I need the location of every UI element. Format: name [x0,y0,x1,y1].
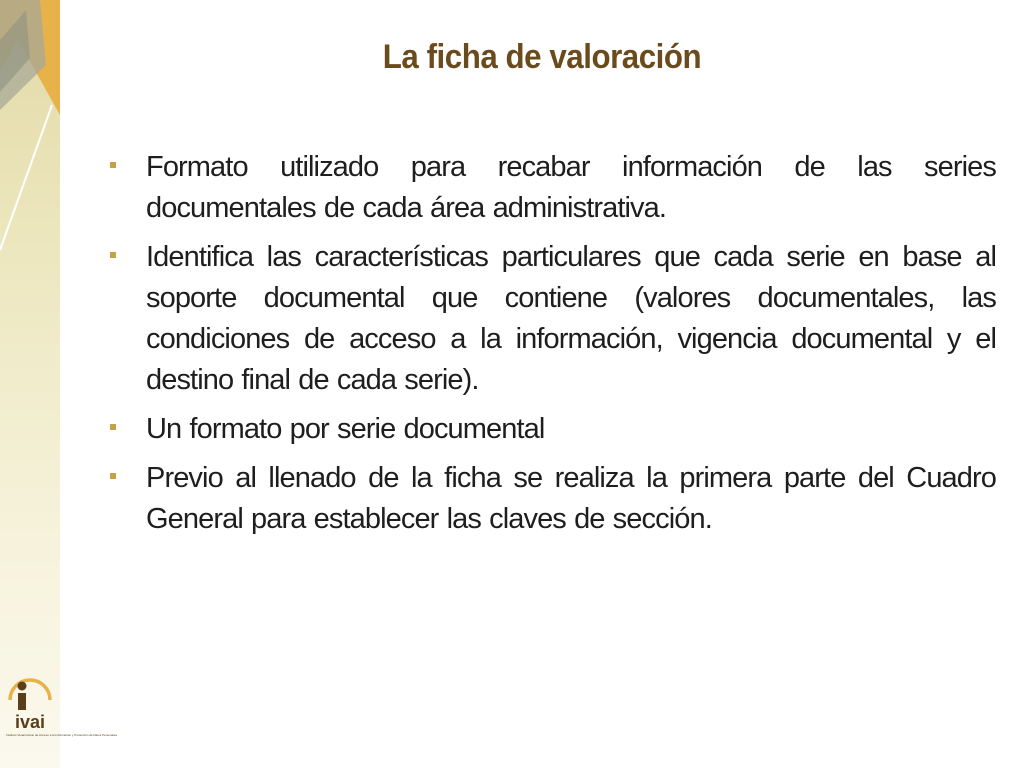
logo-wordmark: ivai [14,712,46,732]
logo-tagline: Instituto Veracruzano de Acceso a la Información y Protección de Datos Personales [6,733,118,737]
square-bullet-icon [110,252,116,258]
bullet-item [104,409,996,450]
logo-stem [18,693,26,710]
bullet-item [104,147,996,229]
white-diagonal-line [0,105,52,250]
square-bullet-icon [110,424,116,430]
bullet-text: Identifica las características particulares que cada serie en base al soporte documental que contiene (valores documentales, las condiciones de acceso a la información, vigencia documental y el destino final de cada serie). [146,241,996,396]
bullet-text: Un formato por serie documental [146,413,545,445]
logo-dot [18,682,27,691]
slide-title: La ficha de valoración [382,38,702,76]
bullet-item [104,237,996,401]
bullet-list [104,147,996,548]
bullet-item [104,458,996,540]
bullet-text: Previo al llenado de la ficha se realiza la primera parte del Cuadro General para establecer las claves de sección. [146,462,996,535]
logo-arc [10,680,50,700]
square-bullet-icon [110,162,116,168]
bullet-text: Formato utilizado para recabar información de las series documentales de cada área administrativa. [146,151,996,224]
ivai-logo-icon [4,656,118,748]
square-bullet-icon [110,473,116,479]
